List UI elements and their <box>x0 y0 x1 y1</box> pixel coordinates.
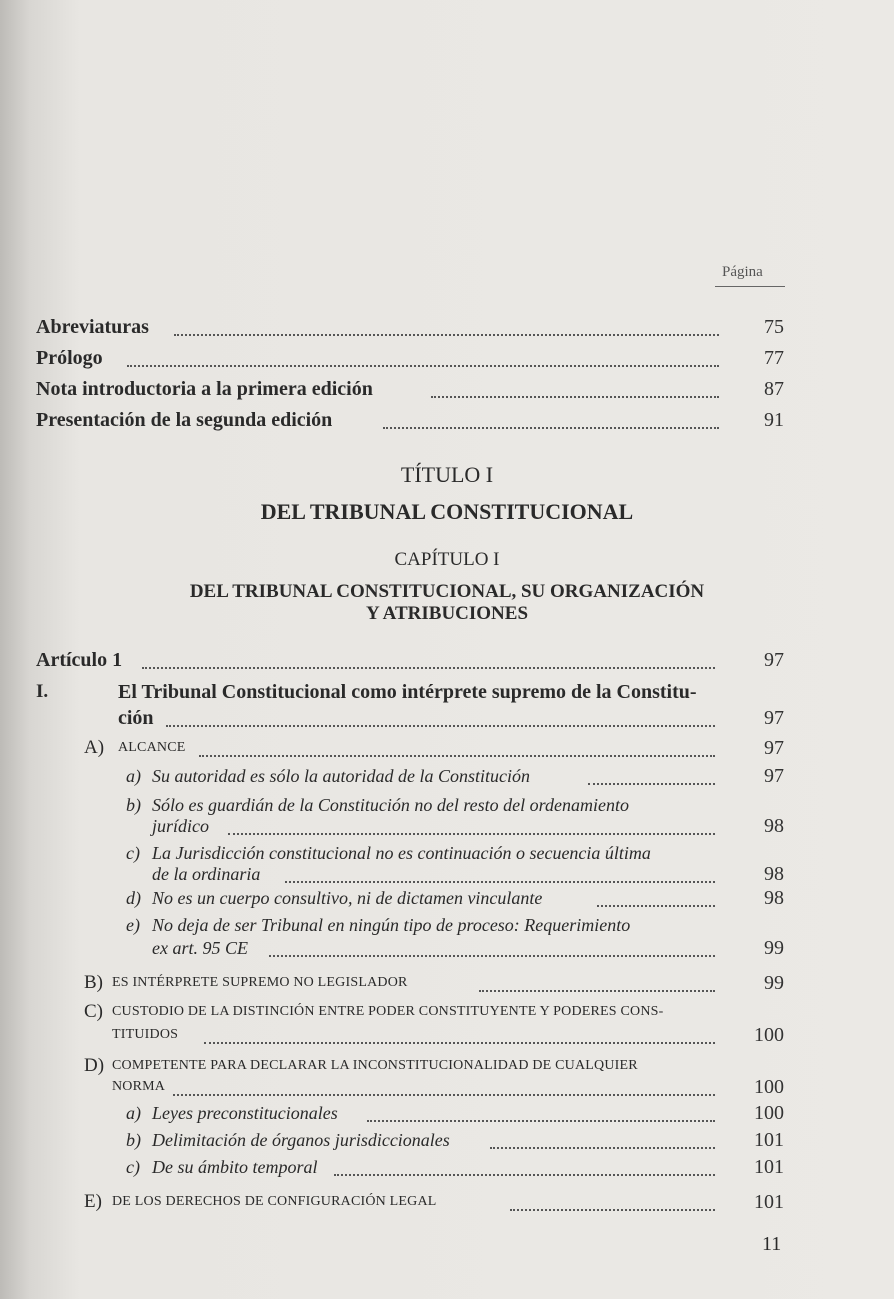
entry-page: 100 <box>754 1076 784 1098</box>
entry-label: CUSTODIO DE LA DISTINCIÓN ENTRE PODER CONSTITUYENTE Y PODERES CONS- <box>112 1004 664 1019</box>
titulo-number: TÍTULO I <box>400 462 494 487</box>
page-column-label: Página <box>722 264 763 280</box>
entry-label: De su ámbito temporal <box>152 1157 318 1177</box>
entry-page: 77 <box>764 347 784 369</box>
entry-marker: D) <box>84 1055 105 1076</box>
entry-marker: C) <box>84 1001 103 1022</box>
entry-page: 100 <box>754 1024 784 1046</box>
entry-marker: d) <box>126 888 141 908</box>
leader-dots <box>204 1018 715 1044</box>
leader-dots <box>479 966 715 992</box>
entry-label: Prólogo <box>36 347 103 369</box>
page-column-rule <box>715 286 785 287</box>
entry-label-continued: ción <box>118 707 154 729</box>
entry-label: El Tribunal Constitucional como intérprete supremo de la Constitu- <box>118 681 697 703</box>
entry-label-continued: TITUIDOS <box>112 1027 179 1042</box>
entry-marker: I. <box>36 681 49 702</box>
entry-marker: c) <box>126 1157 140 1177</box>
leader-dots <box>166 701 715 727</box>
entry-label: Leyes preconstitucionales <box>152 1103 338 1123</box>
entry-label: Su autoridad es sólo la autoridad de la Constitución <box>152 766 531 786</box>
leader-dots <box>588 759 715 785</box>
titulo-name: DEL TRIBUNAL CONSTITUCIONAL <box>260 499 634 524</box>
entry-page: 101 <box>754 1156 784 1178</box>
entry-page: 101 <box>754 1129 784 1151</box>
entry-label-continued: ex art. 95 CE <box>152 938 248 958</box>
entry-page: 97 <box>764 707 784 729</box>
entry-label: Delimitación de órganos jurisdiccionales <box>152 1130 450 1150</box>
entry-page: 100 <box>754 1102 784 1124</box>
entry-label: Abreviaturas <box>36 316 149 338</box>
entry-marker: b) <box>126 1130 141 1150</box>
leader-dots <box>142 643 715 669</box>
entry-page: 99 <box>764 972 784 994</box>
leader-dots <box>597 881 715 907</box>
entry-page: 101 <box>754 1191 784 1213</box>
entry-marker: a) <box>126 1103 141 1123</box>
leader-dots <box>269 931 715 957</box>
leader-dots <box>431 372 720 398</box>
entry-page: 97 <box>764 649 784 671</box>
entry-label-continued: de la ordinaria <box>152 864 261 884</box>
leader-dots <box>334 1150 715 1176</box>
entry-label: Nota introductoria a la primera edición <box>36 378 373 400</box>
entry-label-continued: NORMA <box>112 1079 166 1094</box>
entry-label: No deja de ser Tribunal en ningún tipo de proceso: Requerimiento <box>152 915 631 935</box>
entry-label: Artículo 1 <box>36 649 123 671</box>
entry-page: 98 <box>764 887 784 909</box>
entry-page: 91 <box>764 409 784 431</box>
entry-label: COMPETENTE PARA DECLARAR LA INCONSTITUCIONALIDAD DE CUALQUIER <box>112 1058 638 1073</box>
entry-page: 97 <box>764 737 784 759</box>
leader-dots <box>285 857 715 883</box>
entry-marker: e) <box>126 915 140 935</box>
leader-dots <box>383 403 719 429</box>
entry-page: 75 <box>764 316 784 338</box>
entry-label: La Jurisdicción constitucional no es continuación o secuencia última <box>152 843 651 863</box>
entry-label: Presentación de la segunda edición <box>36 409 333 431</box>
leader-dots <box>510 1185 715 1211</box>
entry-page: 87 <box>764 378 784 400</box>
entry-label: Sólo es guardián de la Constitución no del resto del ordenamiento <box>152 795 629 815</box>
toc-entry[interactable] <box>0 315 894 339</box>
entry-page: 98 <box>764 863 784 885</box>
page-number: 11 <box>762 1233 782 1255</box>
leader-dots <box>367 1096 715 1122</box>
toc-entry[interactable] <box>0 377 894 401</box>
entry-label-continued: jurídico <box>152 816 209 836</box>
leader-dots <box>173 1070 715 1096</box>
entry-page: 97 <box>764 765 784 787</box>
entry-page: 99 <box>764 937 784 959</box>
entry-page: 98 <box>764 815 784 837</box>
entry-marker: c) <box>126 843 140 863</box>
entry-marker: B) <box>84 972 103 993</box>
leader-dots <box>199 731 715 757</box>
entry-label: DE LOS DERECHOS DE CONFIGURACIÓN LEGAL <box>112 1194 437 1209</box>
leader-dots <box>127 341 720 367</box>
toc-entry[interactable] <box>0 408 894 432</box>
entry-label: ALCANCE <box>118 740 186 755</box>
entry-marker: A) <box>84 737 105 758</box>
leader-dots <box>174 310 719 336</box>
leader-dots <box>490 1123 715 1149</box>
entry-marker: E) <box>84 1191 102 1212</box>
entry-marker: a) <box>126 766 141 786</box>
capitulo-name-line1: DEL TRIBUNAL CONSTITUCIONAL, SU ORGANIZACIÓN <box>189 581 705 602</box>
entry-label: ES INTÉRPRETE SUPREMO NO LEGISLADOR <box>112 975 408 990</box>
entry-marker: b) <box>126 795 141 815</box>
entry-label: No es un cuerpo consultivo, ni de dictamen vinculante <box>152 888 543 908</box>
capitulo-number: CAPÍTULO I <box>394 549 500 570</box>
leader-dots <box>228 809 715 835</box>
toc-entry[interactable] <box>0 346 894 370</box>
capitulo-name-line2: Y ATRIBUCIONES <box>365 603 529 624</box>
